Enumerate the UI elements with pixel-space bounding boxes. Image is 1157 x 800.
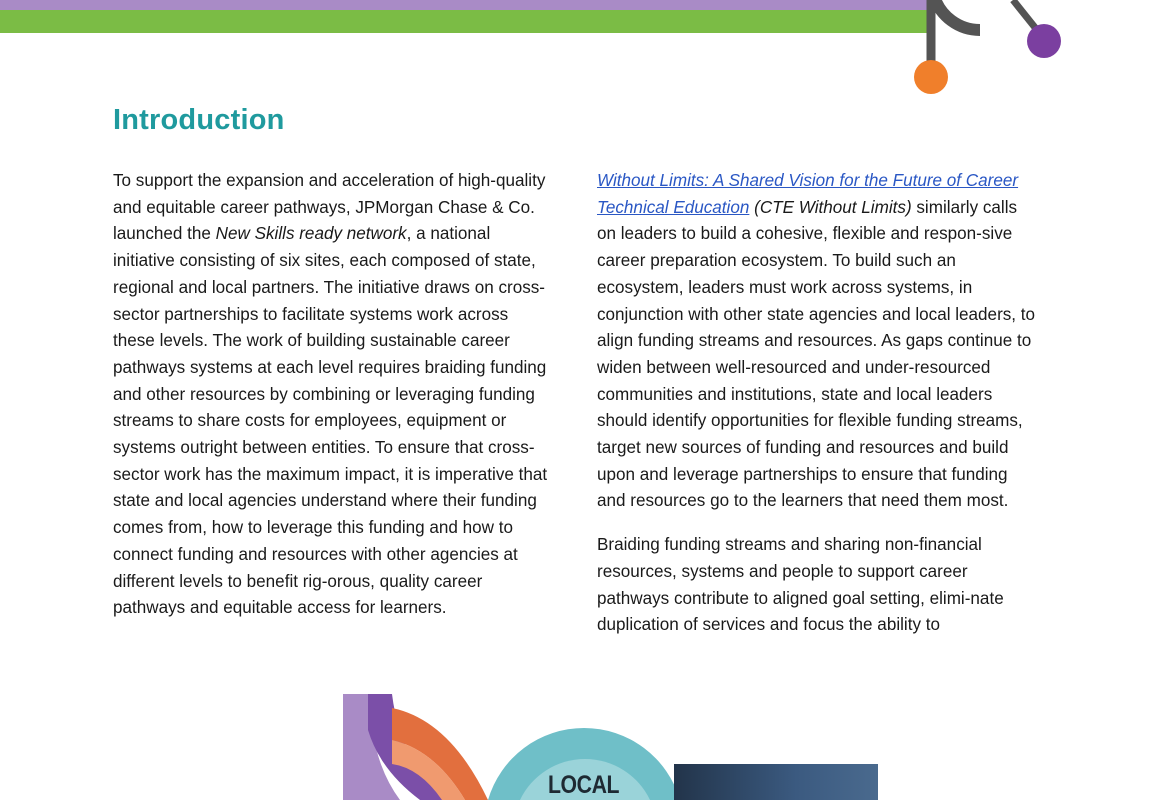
braiding-paragraph: Braiding funding streams and sharing non-financial resources, systems and people to support career pathways contribute to aligned goal setting, elimi-nate duplication of services and focus the ability to bbox=[597, 535, 1004, 635]
left-column bbox=[113, 168, 553, 622]
cte-without-limits-link[interactable]: Without Limits: A Shared Vision for the Future of Career Technical Education bbox=[597, 171, 1019, 217]
intro-paragraph: To support the expansion and acceleration of high-quality and equitable career pathways, JPMorgan Chase & Co. launched the New Skills ready network, a national initiative consisting of six sites, each composed of state, regional and local partners. The initiative draws on cross-sector partnerships to facilitate systems work across these levels. The work of building sustainable career pathways systems at each level requires braiding funding and other resources by combining or leveraging funding streams to share costs for employees, equipment or systems outright between entities. To ensure that cross-sector work has the maximum impact, it is imperative that state and local agencies understand where their funding comes from, how to leverage this funding and how to connect funding and resources with other agencies at different levels to benefit rig-orous, quality career pathways and equitable access for learners. bbox=[113, 171, 548, 618]
network-node-graphic bbox=[880, 0, 1157, 110]
purple-node bbox=[1027, 24, 1061, 58]
local-level-label: LOCAL bbox=[548, 771, 620, 799]
cte-paragraph: Without Limits: A Shared Vision for the Future of Career Technical Education (CTE Without Limits) similarly calls on leaders to build a cohesive, flexible and respon-sive career preparation ecosystem. To build such an ecosystem, leaders must work across systems, in conjunction with other state agencies and local leaders, to align funding streams and resources. As gaps continue to widen between well-resourced and under-resourced communities and institutions, state and local leaders should identify opportunities for flexible funding streams, target new sources of funding and resources and build upon and leverage partnerships to ensure that funding and resources go to the learners that need them most. bbox=[597, 171, 1036, 511]
page-title: Introduction bbox=[113, 104, 285, 136]
initiative-name: New Skills ready network bbox=[215, 224, 407, 244]
header-band-green bbox=[0, 10, 930, 33]
orange-node bbox=[914, 60, 948, 94]
header-band-purple bbox=[0, 0, 930, 10]
right-column bbox=[597, 168, 1037, 639]
cte-abbrev: (CTE Without Limits) bbox=[754, 197, 912, 217]
